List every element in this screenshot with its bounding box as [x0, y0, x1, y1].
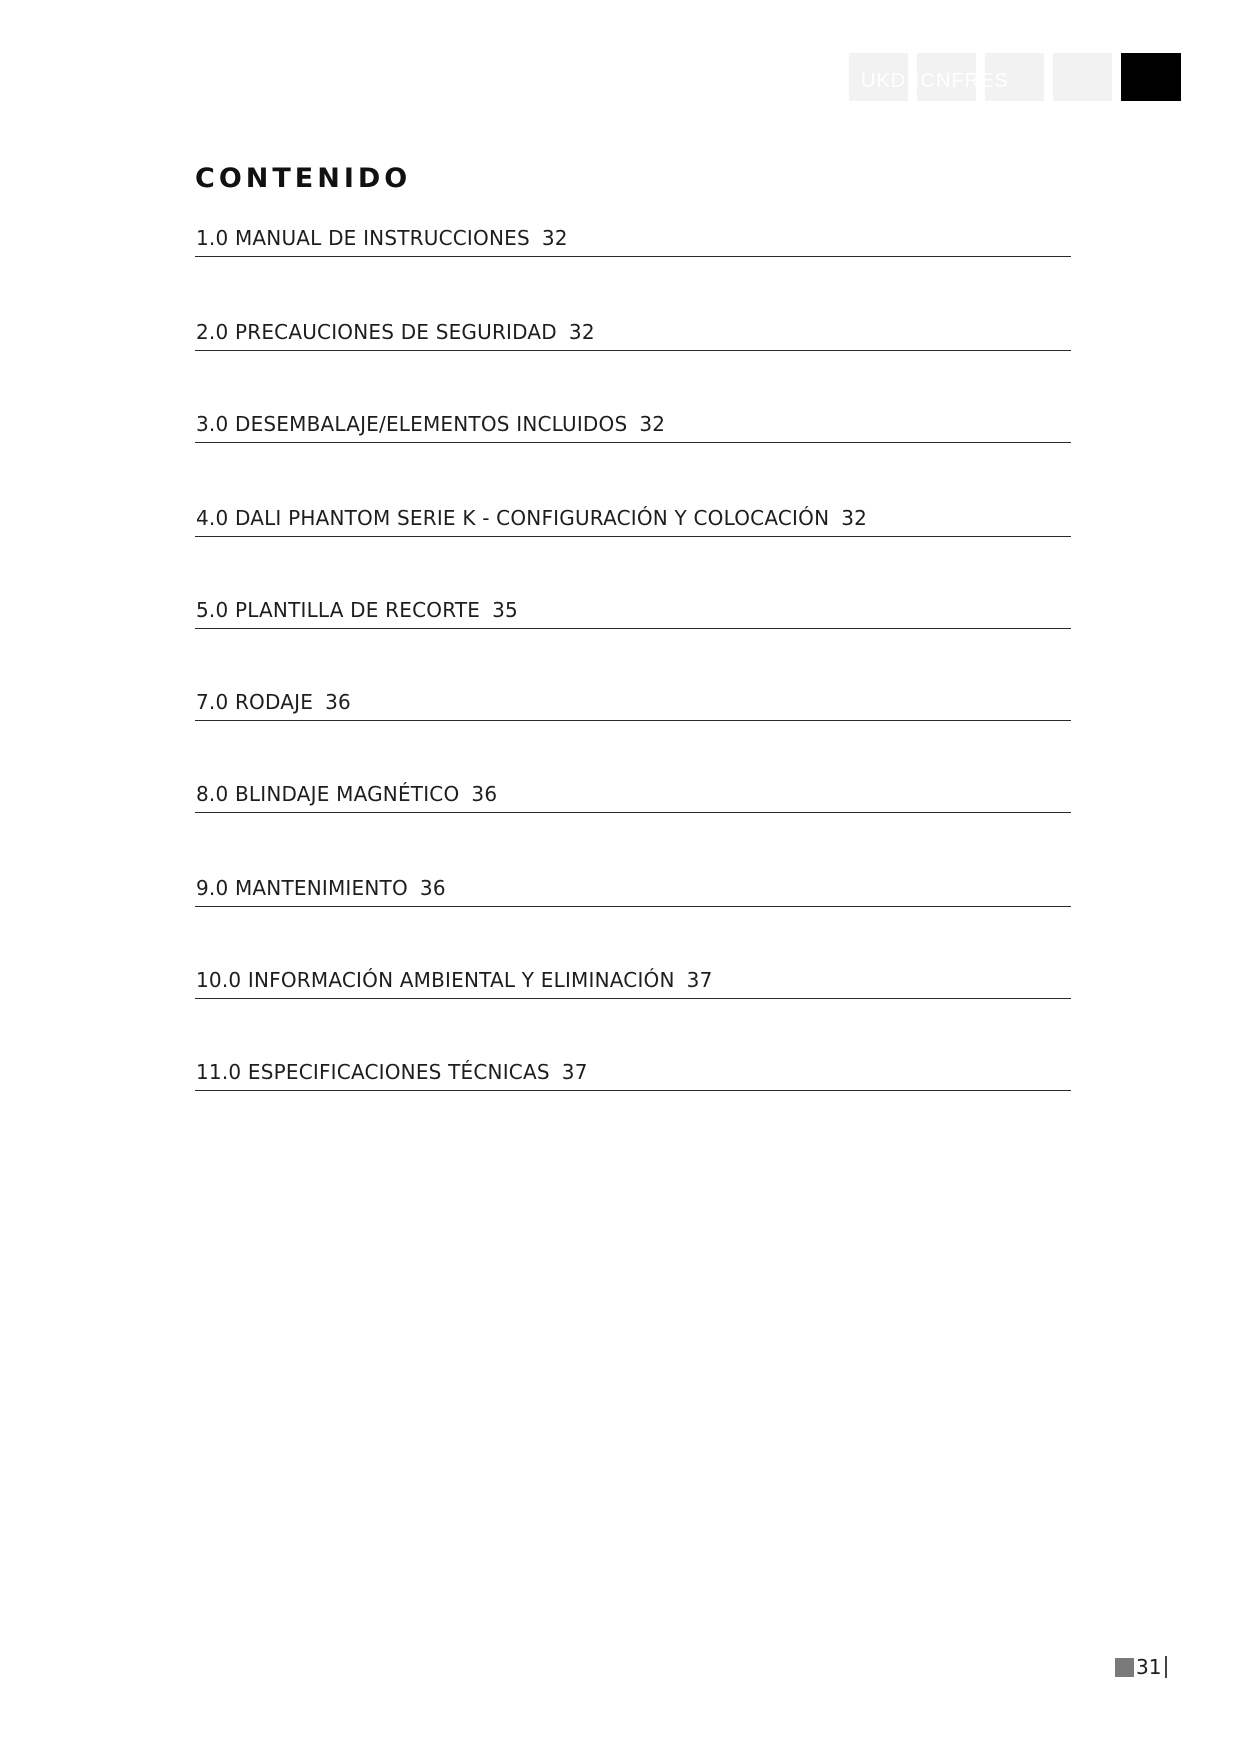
toc-item-page: 37 [686, 968, 713, 992]
toc-item-page: 36 [325, 690, 351, 714]
toc-item[interactable] [195, 872, 1071, 907]
toc-item[interactable] [195, 222, 1071, 257]
toc-item-title: 7.0 RODAJE [196, 690, 314, 714]
toc-item-title: 9.0 MANTENIMIENTO [196, 876, 408, 900]
toc-item-title: 11.0 ESPECIFICACIONES TÉCNICAS [196, 1060, 550, 1084]
toc-item-title: 5.0 PLANTILLA DE RECORTE [196, 598, 481, 622]
page-number: 31 [1136, 1655, 1162, 1679]
toc-item-page: 36 [419, 876, 446, 900]
toc-item-title: 8.0 BLINDAJE MAGNÉTICO [196, 782, 460, 806]
toc-item-page: 37 [561, 1060, 588, 1084]
language-tab-fr[interactable] [1053, 53, 1112, 101]
toc-item[interactable] [195, 964, 1071, 999]
page-number-footer [1115, 1656, 1167, 1678]
toc-item-title: 10.0 INFORMACIÓN AMBIENTAL Y ELIMINACIÓN [196, 968, 675, 992]
language-tab-es-active[interactable] [1121, 53, 1181, 101]
toc-item[interactable] [195, 778, 1071, 813]
toc-item-title: 4.0 DALI PHANTOM SERIE K - CONFIGURACIÓN Y COLOCACIÓN [196, 506, 830, 530]
toc-item[interactable] [195, 1056, 1071, 1091]
toc-item-page: 32 [841, 506, 868, 530]
toc-item[interactable] [195, 408, 1071, 443]
page-number-divider [1165, 1656, 1167, 1678]
toc-item-page: 35 [492, 598, 518, 622]
toc-item[interactable] [195, 594, 1071, 629]
toc-item-title: 3.0 DESEMBALAJE/ELEMENTOS INCLUIDOS [196, 412, 628, 436]
toc-item-page: 32 [541, 226, 568, 250]
toc-item-title: 2.0 PRECAUCIONES DE SEGURIDAD [196, 320, 557, 344]
language-codes-label: UKDECNFRES [861, 70, 1009, 92]
toc-item-page: 32 [568, 320, 595, 344]
toc-item[interactable] [195, 502, 1071, 537]
toc-item[interactable] [195, 316, 1071, 351]
toc-heading: CONTENIDO [195, 163, 412, 194]
toc-item[interactable] [195, 686, 1071, 721]
toc-item-title: 1.0 MANUAL DE INSTRUCCIONES [196, 226, 530, 250]
toc-item-page: 32 [639, 412, 666, 436]
page-marker-square [1115, 1658, 1134, 1677]
toc-item-page: 36 [471, 782, 498, 806]
